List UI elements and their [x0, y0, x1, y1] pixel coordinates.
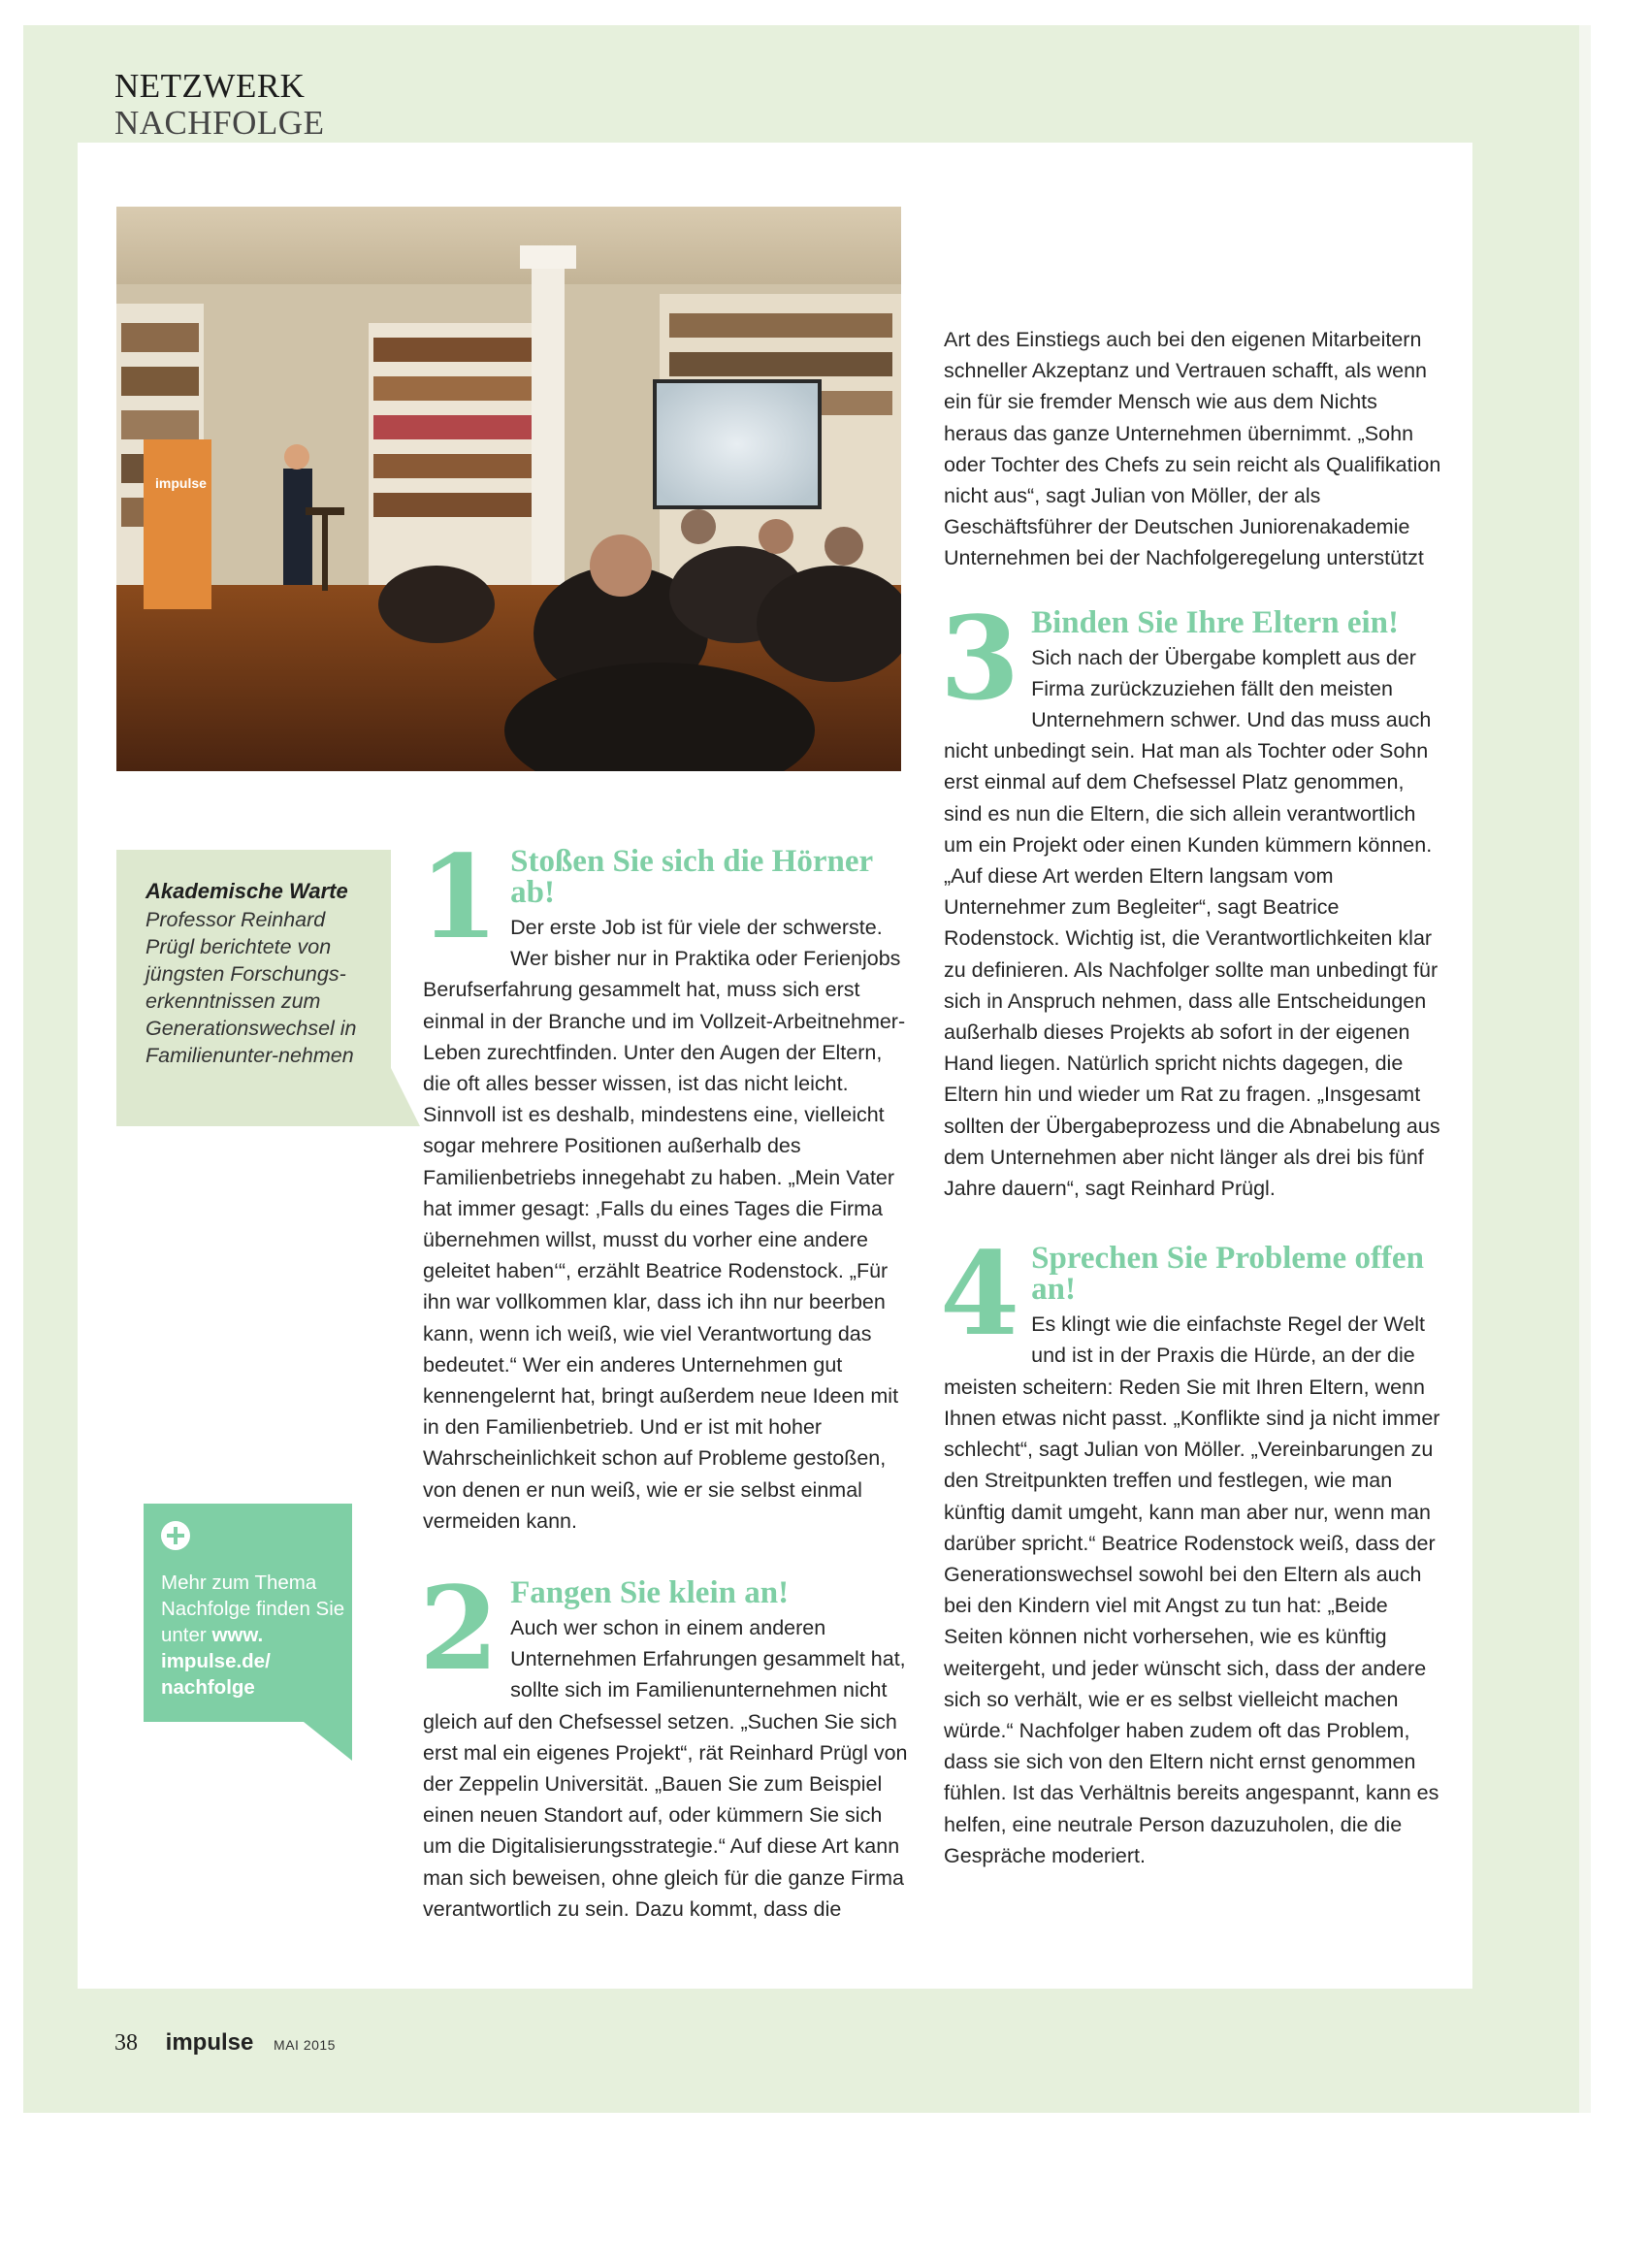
photo-caption — [116, 850, 391, 1126]
tip-3 — [940, 590, 1441, 1205]
section-heading-line1: NETZWERK — [114, 67, 306, 105]
caption-title: Akademische Warte — [146, 879, 348, 903]
continuation-text: Art des Einstiegs auch bei den eigenen Mitarbeitern schneller Akzeptanz und Vertrauen schafft, als wenn ein für sie fremder Mensch wie aus dem Nichts heraus das ganze Unternehmen übernimmt. „Sohn oder Tochter des Chefs zu sein reicht als Qualifikation nicht aus“, sagt Julian von Möller, der als Geschäftsführer der Deutschen Juniorenakademie Unternehmen bei der Nachfolgeregelung unterstützt — [944, 328, 1441, 570]
tip-number: 2 — [419, 1561, 500, 1697]
section-heading — [114, 68, 324, 142]
more-info-link[interactable]: www. impulse.de/ nachfolge — [161, 1624, 271, 1699]
tip-number: 1 — [419, 829, 500, 964]
tip-title: Sprechen Sie Probleme offen an! — [1031, 1241, 1424, 1308]
tip-body: Es klingt wie die einfachste Regel der Welt und ist in der Praxis die Hürde, an der die meisten scheitern: Reden Sie mit Ihren Eltern, wenn Ihnen etwas nicht passt. „Konflikte sind ja nicht immer schlecht“, sagt Julian von Möller. „Vereinbarungen zu den Streitpunkten treffen und festlegen, wie man künftig damit umgeht, kann man aber nur, wenn man darüber spricht.“ Beatrice Rodenstock weiß, dass der Generationswechsel sowohl bei den Eltern als auch bei den Kindern viel mit Angst zu tun hat: „Beide Seiten können nicht vorhersehen, wie es künftig weitergeht, und jeder wünscht sich, dass der andere sich so verhält, wie er es selbst vielleicht machen würde.“ Nachfolger haben zudem oft das Problem, dass sie sich von den Eltern nicht ernst genommen fühlen. Ist das Verhältnis bereits angespannt, kann es helfen, eine neutrale Person dazuzuholen, die die Gespräche moderiert. — [944, 1312, 1440, 1867]
tip-body: Der erste Job ist für viele der schwerste. Wer bisher nur in Praktika oder Ferienjobs Berufserfahrung gesammelt hat, muss sich erst einmal in der Branche und im Vollzeit-Arbeitnehmer-Leben zurechtfinden. Unter den Augen der Eltern, die oft alles besser wissen, ist das nicht leicht. Sinnvoll ist es deshalb, mindestens eine, vielleicht sogar mehrere Positionen außerhalb des Familienbetriebs innegehabt zu haben. „Mein Vater hat immer gesagt: ‚Falls du eines Tages die Firma übernehmen willst, musst du vorher eine andere geleitet haben‘“, erzählt Beatrice Rodenstock. „Für ihn war vollkommen klar, dass ich ihn nur beerben kann, wenn ich weiß, wie viel Verantwortung das bedeutet.“ Wer ein anderes Unternehmen gut kennengelernt hat, bringt außerdem neue Ideen mit in den Familienbetrieb. Und er ist mit hoher Wahrscheinlichkeit schon auf Probleme gestoßen, von denen er nun weiß, wie er sie selbst einmal vermeiden kann. — [423, 916, 906, 1533]
page-number: 38 — [114, 2030, 138, 2056]
tip-body: Sich nach der Übergabe komplett aus der Firma zurückzuziehen fällt den meisten Unternehmern schwer. Und das muss auch nicht unbedingt sein. Hat man als Tochter oder Sohn erst einmal auf dem Chefsessel Platz genommen, sind es nun die Eltern, die sich allein verantwortlich um ein Projekt oder einen Kunden kümmern können. „Auf diese Art werden Eltern langsam vom Unternehmer zum Begleiter“, sagt Beatrice Rodenstock. Wichtig ist, die Verantwortlichkeiten klar zu definieren. Als Nachfolger sollte man unbedingt für sich in Anspruch nehmen, dass alle Entscheidungen außerhalb dieses Projekts ab sofort in der eigenen Hand liegen. Natürlich spricht nichts dagegen, die Eltern hin und wieder um Rat zu fragen. „Insgesamt sollten der Übergabeprozess und die Abnabelung aus dem Unternehmen aber nicht länger als drei bis fünf Jahre dauern“, sagt Reinhard Prügl. — [944, 645, 1440, 1201]
tip-body: Auch wer schon in einem anderen Unternehmen Erfahrungen gesammelt hat, sollte sich im Familienunternehmen nicht gleich auf den Chefsessel setzen. „Suchen Sie sich erst mal ein eigenes Projekt“, rät Reinhard Prügl von der Zeppelin Universität. „Bauen Sie zum Beispiel einen neuen Standort auf, oder kümmern Sie sich um die Digitalisierungsstrategie.“ Auf diese Art kann man sich beweisen, ohne gleich für die ganze Firma verantwortlich zu sein. Dazu kommt, dass die — [423, 1616, 908, 1921]
tip-4 — [940, 1226, 1441, 1871]
caption-text: Professor Reinhard Prügl berichtete von jüngsten Forschungs-erkenntnissen zum Generationswechsel in Familienunter-nehmen — [146, 908, 357, 1067]
bookshelf-center — [369, 323, 543, 604]
column-right — [940, 324, 1441, 1871]
section-heading-line2: NACHFOLGE — [114, 104, 325, 142]
tip-title: Binden Sie Ihre Eltern ein! — [1031, 604, 1400, 640]
tip-title: Stoßen Sie sich die Hörner ab! — [510, 844, 873, 910]
tip-number: 3 — [940, 590, 1020, 726]
page-footer — [114, 2029, 336, 2058]
tip-title: Fangen Sie klein an! — [510, 1575, 790, 1611]
magazine-brand: impulse — [165, 2029, 254, 2056]
issue-date: MAI 2015 — [274, 2037, 336, 2053]
tip-1 — [419, 829, 908, 1537]
projection-screen — [655, 381, 820, 507]
more-info-box — [144, 1504, 352, 1722]
plus-icon — [161, 1521, 190, 1550]
event-photo — [116, 207, 901, 771]
tip-2 — [419, 1561, 908, 1925]
more-info-text — [161, 1570, 345, 1701]
column-middle — [419, 829, 908, 1925]
impulse-banner — [144, 439, 211, 609]
page-edge — [1579, 25, 1591, 2113]
tip-number: 4 — [940, 1226, 1020, 1362]
speaker — [283, 469, 312, 585]
impulse-banner-text: impulse — [155, 475, 207, 491]
more-info-intro: Mehr zum Thema Nachfolge finden Sie unter — [161, 1571, 345, 1646]
